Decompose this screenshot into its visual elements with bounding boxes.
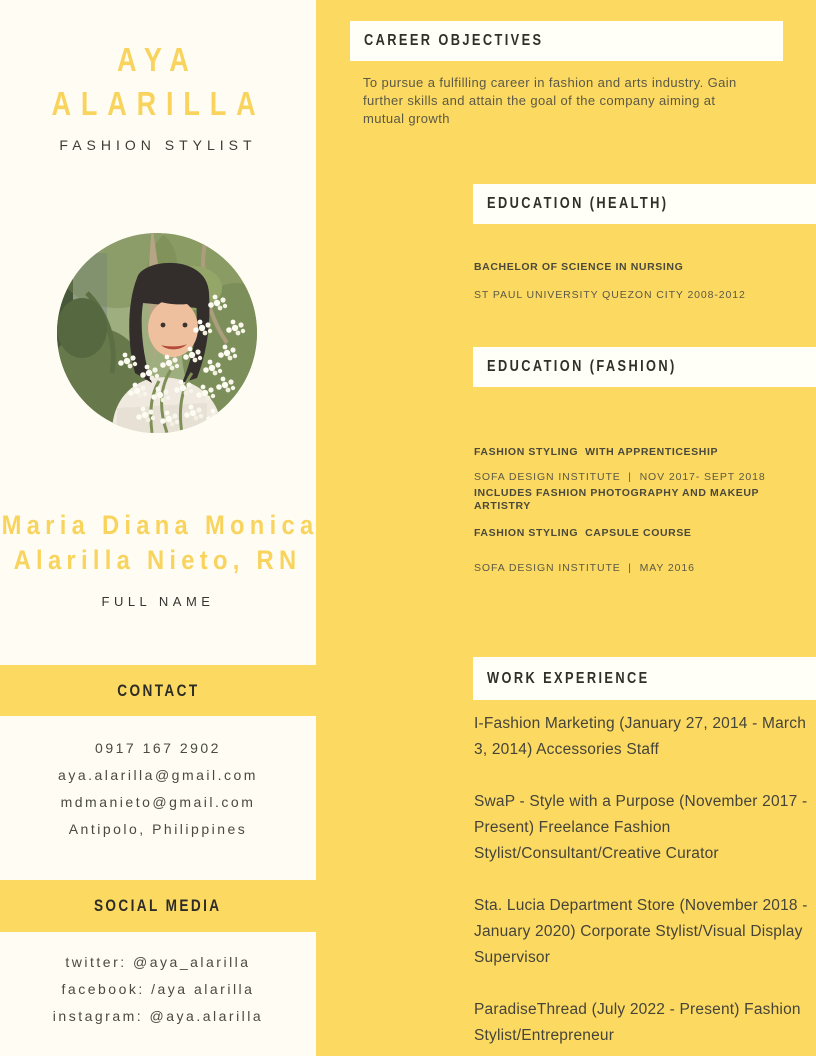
left-column	[0, 0, 319, 1056]
education-health-title: EDUCATION (HEALTH)	[487, 195, 669, 212]
degree-fashion-capsule: FASHION STYLING CAPSULE COURSE	[474, 527, 692, 539]
work-experience-header	[473, 657, 816, 700]
education-fashion-header	[473, 347, 816, 387]
social-media-title: SOCIAL MEDIA	[94, 896, 222, 915]
contact-location: Antipolo, Philippines	[68, 821, 248, 837]
work-item-ifashion: I-Fashion Marketing (January 27, 2014 - March 3, 2014) Accessories Staff	[474, 715, 807, 758]
social-twitter: twitter: @aya_alarilla	[65, 954, 251, 970]
name-line-1: AYA	[117, 41, 199, 78]
degree-nursing: BACHELOR OF SCIENCE IN NURSING	[474, 261, 684, 273]
work-experience-list	[474, 711, 812, 1056]
degree-fashion-apprenticeship-line-2: INCLUDES FASHION PHOTOGRAPHY AND MAKEUP ARTISTRY	[474, 486, 763, 512]
social-media-section-header	[0, 880, 316, 932]
work-item-sta-lucia: Sta. Lucia Department Store (November 2018 - January 2020) Corporate Stylist/Visual Display Supervisor	[474, 897, 808, 966]
work-item-swap: SwaP - Style with a Purpose (November 2017 - Present) Freelance Fashion Stylist/Consultant/Creative Curator	[474, 793, 808, 862]
degree-fashion-apprenticeship-line-1: FASHION STYLING WITH APPRENTICESHIP	[474, 446, 719, 458]
work-experience-title: WORK EXPERIENCE	[487, 669, 650, 687]
degree-fashion-apprenticeship-detail: SOFA DESIGN INSTITUTE | NOV 2017- SEPT 2018	[474, 471, 766, 483]
name-line-2: ALARILLA	[51, 85, 265, 122]
profile-photo	[57, 233, 257, 433]
full-name-line-2: Alarilla Nieto, RN	[14, 545, 302, 575]
contact-email-primary: aya.alarilla@gmail.com	[58, 767, 258, 783]
contact-email-secondary: mdmanieto@gmail.com	[60, 794, 256, 810]
work-item-paradisethread: ParadiseThread (July 2022 - Present) Fashion Stylist/Entrepreneur	[474, 1001, 801, 1044]
role-subtitle: FASHION STYLIST	[59, 137, 257, 153]
social-instagram: instagram: @aya.alarilla	[52, 1008, 264, 1024]
contact-section-header	[0, 665, 316, 716]
career-objectives-text: To pursue a fulfilling career in fashion and arts industry. Gain further skills and attain the goal of the company aiming at mutual growth	[363, 75, 737, 126]
contact-phone: 0917 167 2902	[95, 740, 221, 756]
profile-photo-illustration	[57, 233, 257, 433]
full-name-heading	[0, 508, 336, 578]
degree-nursing-detail: ST PAUL UNIVERSITY QUEZON CITY 2008-2012	[474, 289, 746, 301]
full-name-line-1: Maria Diana Monica	[1, 510, 319, 540]
career-objectives-header	[350, 21, 783, 61]
career-objectives-title: CAREER OBJECTIVES	[364, 32, 544, 49]
education-fashion-title: EDUCATION (FASHION)	[487, 358, 677, 375]
contact-title: CONTACT	[116, 680, 200, 700]
social-media-details	[0, 949, 316, 1030]
social-facebook: facebook: /aya alarilla	[61, 981, 255, 997]
contact-details	[0, 735, 316, 843]
name-heading	[0, 38, 316, 126]
education-health-header	[473, 184, 816, 224]
degree-fashion-capsule-detail: SOFA DESIGN INSTITUTE | MAY 2016	[474, 562, 695, 574]
full-name-label: FULL NAME	[101, 594, 215, 609]
